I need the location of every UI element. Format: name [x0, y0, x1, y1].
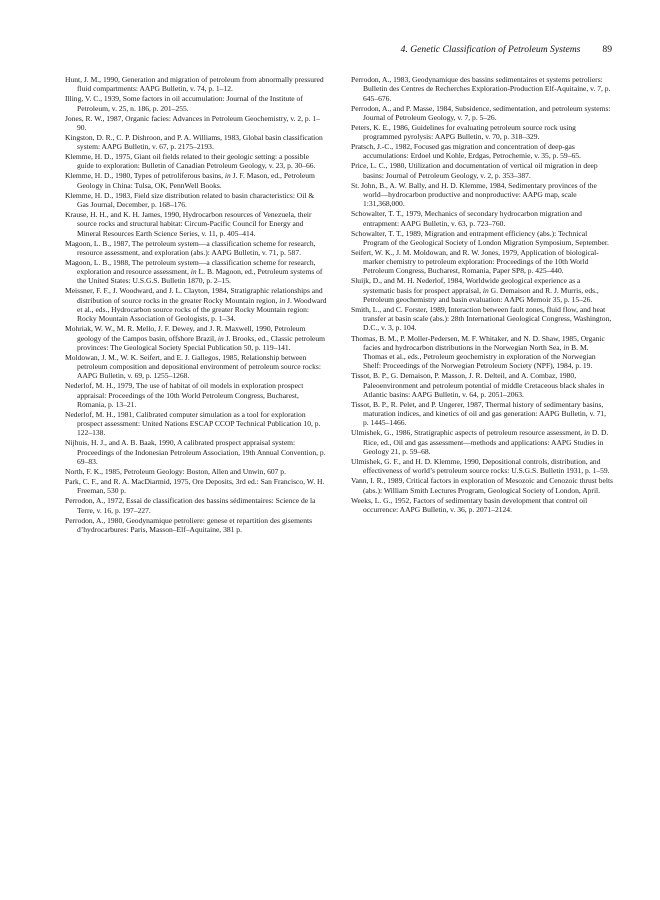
page-number: 89: [602, 44, 612, 55]
reference-entry: Klemme, H. D., 1975, Giant oil fields related to their geologic setting: a possible guide to exploration: Bulletin of Canadian Petroleum Geology, v. 23, p. 30–66.: [65, 152, 316, 171]
reference-entry: Smith, L., and C. Forster, 1989, Interaction between fault zones, fluid flow, and heat transfer at basin scale (abs.): 28th International Geological Congress, Washington, D.C., v. 3, p. 104.: [351, 304, 612, 333]
references-right-column: [351, 75, 613, 515]
reference-entry: North, F. K., 1985, Petroleum Geology: Boston, Allen and Unwin, 607 p.: [65, 467, 286, 476]
reference-entry: Nederlof, M. H., 1981, Calibrated computer simulation as a tool for exploration prospect assessment: United Nations ESCAP CCOP Technical Publication 10, p. 122–138.: [65, 409, 321, 438]
chapter-title: 4. Genetic Classification of Petroleum Systems: [400, 44, 581, 55]
references-left-column: [65, 75, 327, 535]
reference-entry: Klemme, H. D., 1983, Field size distribution related to basin characteristics: Oil & Gas Journal, December, p. 168–176.: [65, 190, 315, 210]
reference-entry: St. John, B., A. W. Bally, and H. D. Klemme, 1984, Sedimentary provinces of the world—hydrocarbon productive and nonproductive: AAPG map, scale 1:31,368,000.: [351, 180, 597, 209]
reference-entry: Seifert, W. K., J. M. Moldowan, and R. W. Jones, 1979, Application of biological-marker chemistry to petroleum exploration: Proceedings of the 10th World Petroleum Congress, Bucharest, Romania, Paper SP8, p. 425–440.: [351, 247, 599, 276]
reference-entry: Hunt, J. M., 1990, Generation and migration of petroleum from abnormally pressured fluid compartments: AAPG Bulletin, v. 74, p. 1–12.: [65, 75, 324, 94]
reference-entry: Pratsch, J.-C., 1982, Focused gas migration and concentration of deep-gas accumulations: Erdoel und Kohle, Erdgas, Petrochemie, v. 35, p. 59–65.: [351, 142, 581, 161]
reference-entry: Klemme, H. D., 1980, Types of petroliferous basins, in J. F. Mason, ed., Petroleum Geology in China: Tulsa, OK, PennWell Books.: [65, 171, 315, 190]
reference-entry: Meissner, F. F., J. Woodward, and J. L. Clayton, 1984, Stratigraphic relationships and distribution of source rocks in the greater Rocky Mountain region, in J. Woodward et al., eds., Hydrocarbon source rocks of the greater Rocky Mountain region: Rocky Mountain Association of Geologists, p. 1–34.: [65, 286, 327, 324]
reference-entry: Weeks, L. G., 1952, Factors of sedimentary basin development that control oil occurrence: AAPG Bulletin, v. 36, p. 2071–2124.: [351, 495, 588, 514]
reference-entry: Perrodon, A., 1972, Essai de classification des bassins sédimentaires: Science de la Terre, v. 16, p. 197–227.: [65, 496, 316, 515]
reference-entry: Nederlof, M. H., 1979, The use of habitat of oil models in exploration prospect appraisal: Proceedings of the 10th World Petroleum Congress, Bucharest, Romania, p. 13–21.: [65, 381, 304, 409]
reference-entry: Schowalter, T. T., 1979, Mechanics of secondary hydrocarbon migration and entrapment: AAPG Bulletin, v. 63, p. 723–760.: [351, 209, 582, 228]
reference-entry: Perrodon, A., and P. Masse, 1984, Subsidence, sedimentation, and petroleum systems: Journal of Petroleum Geology, v. 7, p. 5–26.: [351, 103, 611, 122]
reference-entry: Jones, R. W., 1987, Organic facies: Advances in Petroleum Geochemistry, v. 2, p. 1–90.: [65, 113, 321, 132]
reference-entry: Price, L. C., 1980, Utilization and documentation of vertical oil migration in deep basins: Journal of Petroleum Geology, v. 2, p. 353–387.: [351, 161, 598, 180]
reference-entry: Mohriak, W. W., M. R. Mello, J. F. Dewey, and J. R. Maxwell, 1990, Petroleum geology of the Campos basin, offshore Brazil, in J. Brooks, ed., Classic petroleum provinces: The Geological Society Special Publication 50, p. 119–141.: [65, 324, 326, 352]
reference-entry: Magoon, L. B., 1987, The petroleum system—a classification scheme for research, resource assessment, and exploration (abs.): AAPG Bulletin, v. 71, p. 587.: [65, 238, 316, 257]
reference-entry: Nijhuis, H. J., and A. B. Baak, 1990, A calibrated prospect appraisal system: Proceedings of the Indonesian Petroleum Association, 19th Annual Convention, p. 69–83.: [65, 438, 326, 466]
reference-entry: Tissot, B. P., G. Demaison, P. Masson, J. R. Delteil, and A. Combaz, 1980, Paleoenvironment and petroleum potential of middle Cretaceous black shales in Atlantic basins: AAPG Bulletin, v. 64, p. 2051–2063.: [351, 371, 605, 399]
reference-entry: Park, C. F., and R. A. MacDiarmid, 1975, Ore Deposits, 3rd ed.: San Francisco, W. H. Freeman, 530 p.: [65, 477, 325, 496]
reference-entry: Schowalter, T. T., 1989, Migration and entrapment efficiency (abs.): Technical Program of the Geological Society of London Migration Symposium, September.: [351, 228, 609, 247]
reference-entry: Magoon, L. B., 1988, The petroleum system—a classification scheme for research, exploration and resource assessment, in L. B. Magoon, ed., Petroleum systems of the United States: U.S.G.S. Bulletin 1870, p. 2–15.: [65, 257, 323, 286]
reference-entry: Perrodon, A., 1980, Geodynamique petroliere: genese et repartition des gisements d’hydrocarbures: Paris, Masson–Elf–Aquitaine, 381 p.: [65, 515, 313, 534]
reference-entry: Ulmishek, G., 1986, Stratigraphic aspects of petroleum resource assessment, in D. D. Rice, ed., Oil and gas assessment—methods and applications: AAPG Studies in Geology 21, p. 59–68.: [351, 428, 609, 456]
reference-entry: Moldowan, J. M., W. K. Seifert, and E. J. Gallegos, 1985, Relationship between petroleum composition and depositional environment of petroleum source rocks: AAPG Bulletin, v. 69, p. 1255–1268.: [65, 352, 321, 381]
reference-entry: Thomas, B. M., P. Moller-Pedersen, M. F. Whitaker, and N. D. Shaw, 1985, Organic facies and hydrocarbon distributions in the Norwegian North Sea, in B. M. Thomas et al., eds., Petroleum geochemistry in exploration of the Norwegian Shelf: Proceedings of the Norwegian Petroleum Society (NPF), 1984, p. 19.: [351, 333, 605, 371]
running-head: [60, 44, 612, 55]
reference-entry: Perrodon, A., 1983, Geodynamique des bassins sedimentaires et systems petroliers: Bulletin des Centres de Recherches Exploration-Production Elf-Aquitaine, v. 7, p. 645–676.: [351, 75, 611, 103]
reference-entry: Sluijk, D., and M. H. Nederlof, 1984, Worldwide geological experience as a systematic basis for prospect appraisal, in G. Demaison and R. J. Murris, eds., Petroleum geochemistry and basin evaluation: AAPG Memoir 35, p. 15–26.: [351, 276, 599, 304]
reference-entry: Krause, H. H., and K. H. James, 1990, Hydrocarbon resources of Venezuela, their source rocks and structural habitat: Circum-Pacific Council for Energy and Mineral Resources Earth Science Series, v. 11, p. 405–414.: [65, 210, 312, 238]
reference-entry: Vann, I. R., 1989, Critical factors in exploration of Mesozoic and Cenozoic thrust belts (abs.): William Smith Lectures Program, Geological Society of London, April.: [351, 476, 613, 495]
reference-entry: Kingston, D. R., C. P. Dishroon, and P. A. Williams, 1983, Global basin classification system: AAPG Bulletin, v. 67, p. 2175–2193.: [65, 132, 323, 152]
reference-entry: Illing, V. C., 1939, Some factors in oil accumulation: Journal of the Institute of Petroleum, v. 25, n. 186, p. 201–255.: [65, 94, 303, 113]
reference-entry: Ulmishek, G. F., and H. D. Klemme, 1990, Depositional controls, distribution, and effectiveness of world’s petroleum source rocks: U.S.G.S. Bulletin 1931, p. 1–59.: [351, 456, 610, 476]
reference-entry: Peters, K. E., 1986, Guidelines for evaluating petroleum source rock using programmed pyrolysis: AAPG Bulletin, v. 70, p. 318–329.: [351, 122, 576, 142]
reference-entry: Tissot, B. P., R. Pelet, and P. Ungerer, 1987, Thermal history of sedimentary basins, maturation indices, and kinetics of oil and gas generation: AAPG Bulletin, v. 71, p. 1445–1466.: [351, 399, 607, 428]
